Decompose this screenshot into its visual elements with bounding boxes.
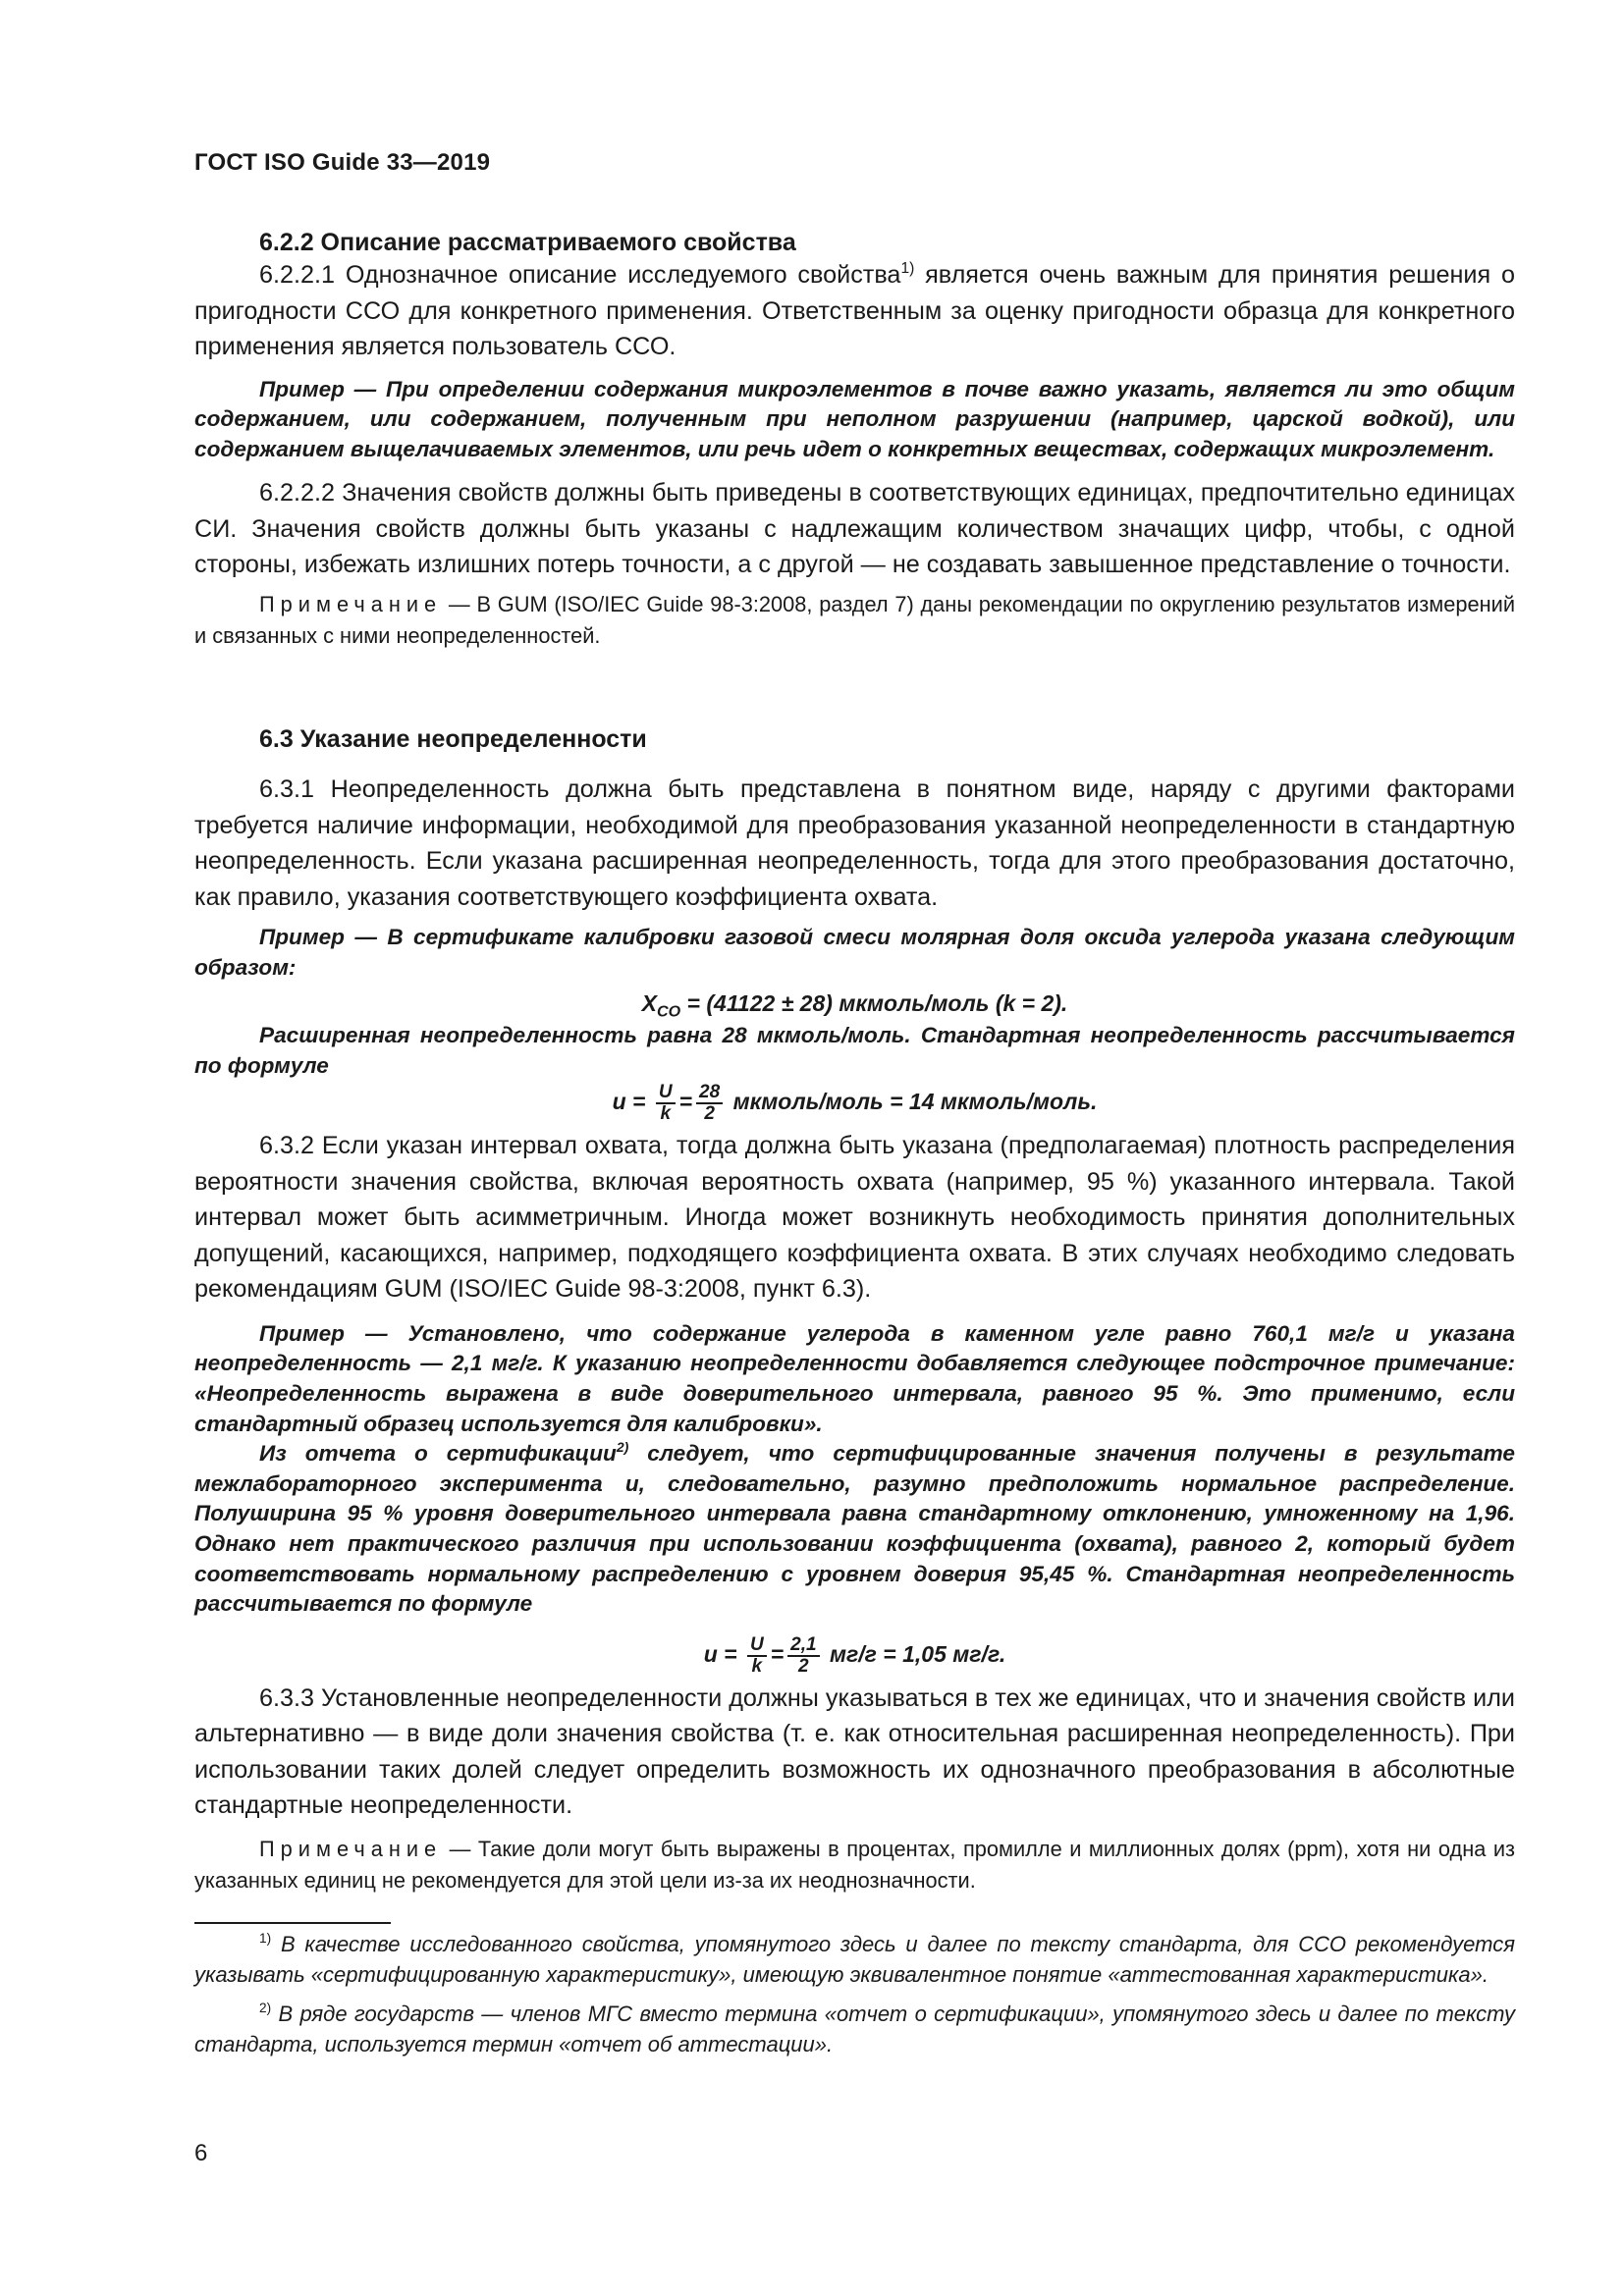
paragraph-6-3-2: 6.3.2 Если указан интервал охвата, тогда должна быть указана (предполагаемая) плотность распределения вероятности значения свойства, включая вероятность охвата (например, 95 %) указанного интервала. Такой интервал может быть асимметричным. Иногда может возникнуть необходимость принятия дополнительных допущений, касающихся, например, подходящего коэффициента охвата. В этих случаях необходимо следовать рекомендациям GUM (ISO/IEC Guide 98-3:2008, пункт 6.3). <box>194 1132 1515 1304</box>
document-header: ГОСТ ISO Guide 33—2019 <box>194 149 491 176</box>
section-6-3 <box>194 724 1515 1897</box>
footnote-ref-2[interactable]: 2) <box>616 1439 629 1456</box>
page-number: 6 <box>194 2140 208 2166</box>
paragraph-6-3-3: 6.3.3 Установленные неопределенности должны указываться в тех же единицах, что и значения свойств или альтернативно — в виде доли значения свойства (т. е. как относительная расширенная неопределенность). При использовании таких долей следует определить возможность их однозначного преобразования в абсолютные стандартные неопределенности. <box>194 1683 1515 1820</box>
note-block: Примечание — Такие доли могут быть выражены в процентах, промилле и миллионных долях (ppm), хотя ни одна из указанных единиц не рекомендуется для этой цели из-за их неоднозначности. <box>194 1836 1515 1894</box>
example-block: Пример — Установлено, что содержание углерода в каменном угле равно 760,1 мг/г и указана неопределенность — 2,1 мг/г. К указанию неопределенности добавляется следующее подстрочное примечание: «Неопределенность выражена в виде доверительного интервала, равного 95 %. Это применимо, если стандартный образец используется для калибровки». <box>194 1320 1515 1436</box>
footnote-2: $^{2)}$ В ряде государств — членов МГС вместо термина «отчет о сертификации», упомянутого здесь и далее по тексту стандарта, используется термин «отчет об аттестации». <box>194 2001 1515 2056</box>
footnote-ref-1[interactable]: 1) <box>900 259 915 277</box>
example-continuation: Расширенная неопределенность равна 28 мкмоль/моль. Стандартная неопределенность рассчитывается по формуле <box>194 1023 1515 1078</box>
note-label: Примечание <box>259 591 443 616</box>
footnote-divider <box>194 1922 391 1924</box>
fraction: $\frac{U}{k}$ <box>656 1083 676 1124</box>
formula-u-2-1: u = $\frac{U}{k}$ = $\frac{2,1}{2}$ мг/г = 1,05 мг/г. <box>703 1633 1006 1677</box>
fraction: $\frac{U}{k}$ <box>747 1635 767 1677</box>
document-page <box>194 0 1515 2296</box>
paragraph-6-2-2-1: 6.2.2.1 Однозначное описание исследуемого свойства$^{1)}$ является очень важным для принятия решения о пригодности ССО для конкретного применения. Ответственным за оценку пригодности образца для конкретного применения является пользователь ССО. <box>194 259 1515 360</box>
note-block: Примечание — В GUM (ISO/IEC Guide 98-3:2008, раздел 7) даны рекомендации по округлению результатов измерений и связанных с ними неопределенностей. <box>194 591 1515 649</box>
note-label: Примечание <box>259 1836 443 1861</box>
paragraph-6-3-1: 6.3.1 Неопределенность должна быть представлена в понятном виде, наряду с другими факторами требуется наличие информации, необходимой для преобразования указанной неопределенности в стандартную неопределенность. Если указана расширенная неопределенность, тогда для этого преобразования достаточно, как правило, указания соответствующего коэффициента охвата. <box>194 775 1515 911</box>
section-6-2-2 <box>194 228 1515 653</box>
example-block: Пример — В сертификате калибровки газовой смеси молярная доля оксида углерода указана следующим образом: <box>194 925 1515 980</box>
footnote-1: $^{1)}$ В качестве исследованного свойства, упомянутого здесь и далее по тексту стандарта, для ССО рекомендуется указывать «сертифицированную характеристику», имеющую эквивалентное понятие «аттестованная характеристика». <box>194 1931 1515 1987</box>
formula-xco: $X_{CO} = (41122 \pm 28)$ мкмоль/моль (k = 2). <box>641 990 1068 1021</box>
example-block: Пример — При определении содержания микроэлементов в почве важно указать, является ли это общим содержанием, или содержанием, полученным при неполном разрушении (например, царской водкой), или содержанием выщелачиваемых элементов, или речь идет о конкретных веществах, содержащих микроэлемент. <box>194 376 1515 461</box>
paragraph-6-2-2-2: 6.2.2.2 Значения свойств должны быть приведены в соответствующих единицах, предпочтительно единицах СИ. Значения свойств должны быть указаны с надлежащим количеством значащих цифр, чтобы, с одной стороны, избежать излишних потерь точности, а с другой — не создавать завышенное представление о точности. <box>194 479 1515 579</box>
section-heading: 6.3 Указание неопределенности <box>259 725 647 753</box>
section-heading: 6.2.2 Описание рассматриваемого свойства <box>259 229 796 256</box>
formula-u-28: u = $\frac{U}{k}$ = $\frac{28}{2}$ мкмоль/моль = 14 мкмоль/моль. <box>612 1082 1098 1125</box>
fraction: $\frac{2,1}{2}$ <box>787 1635 819 1677</box>
example-continuation: Из отчета о сертификации$^{2)}$ следует, что сертифицированные значения получены в результате межлабораторного эксперимента и, следовательно, разумно предположить нормальное распределение. Полуширина 95 % уровня доверительного интервала равна стандартному отклонению, умноженному на 1,96. Однако нет практического различия при использовании коэффициента (охвата), равного 2, который будет соответствовать нормальному распределению с уровнем доверия 95,45 %. Стандартная неопределенность рассчитывается по формуле <box>194 1439 1515 1617</box>
fraction: $\frac{28}{2}$ <box>696 1083 723 1124</box>
footnotes <box>194 1930 1515 2059</box>
